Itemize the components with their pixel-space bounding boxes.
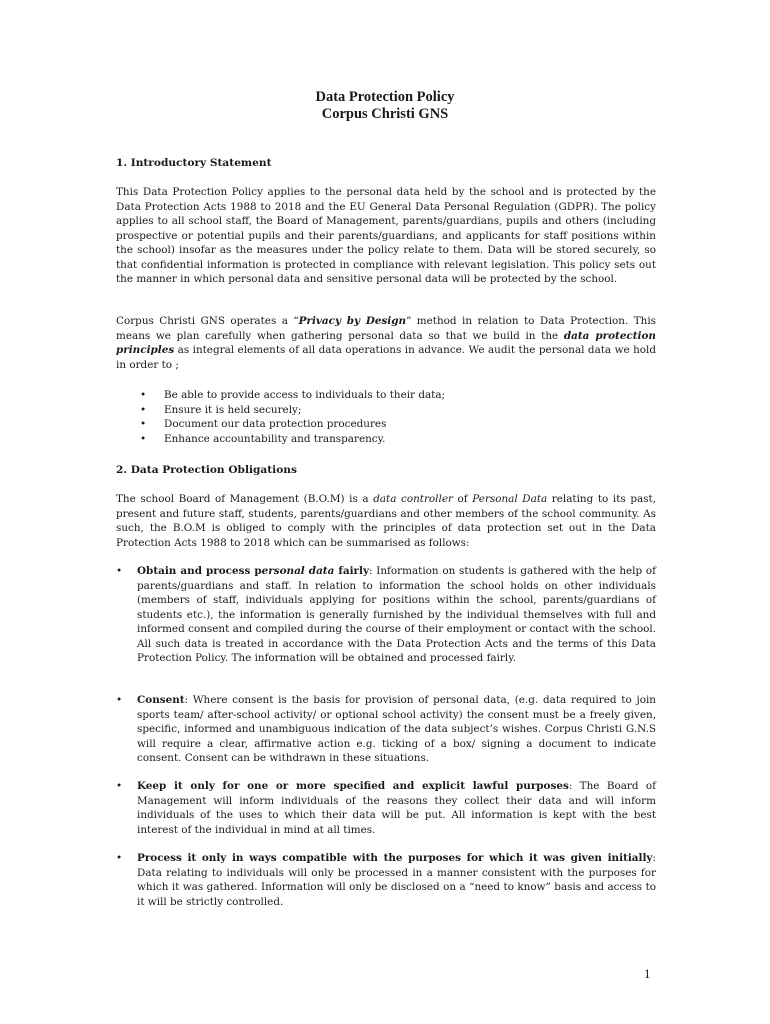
- list-item: • Process it only in ways compatible with the purposes for which it was given initially: Data relating to individuals will only be processed in a manner consistent with the purposes for which it was gathered. Information will only be disclosed on a “need to know” basis and access to it will be strictly controlled.: [116, 852, 656, 908]
- compatible-purposes-term: Process it only in ways compatible with the purposes for which it was given initially: [137, 852, 653, 864]
- para2-text-e: as integral elements of all data operations in advance. We audit the personal data we hold in order to ;: [116, 344, 656, 371]
- section-2-heading: 2. Data Protection Obligations: [116, 464, 297, 476]
- list-item: • Be able to provide access to individuals to their data;: [140, 389, 446, 401]
- page-number: 1: [644, 966, 651, 981]
- privacy-by-design-term: Privacy by Design: [298, 315, 407, 327]
- list-item: • Obtain and process personal data fairly: Information on students is gathered with the help of parents/guardians and staff. In relation to information the school holds on other individuals (members of staff, individuals applying for positions within the school, parents/guardians of students etc.), the information is generally furnished by the individual themselves with full and informed consent and compiled during the course of their employment or contact with the school. All such data is treated in accordance with the Data Protection Acts and the terms of this Data Protection Policy. The information will be obtained and processed fairly.: [116, 565, 657, 664]
- consent-term: Consent: [137, 694, 185, 706]
- bullet-icon: •: [140, 418, 147, 430]
- list-item: • Consent: Where consent is the basis for provision of personal data, (e.g. data required to join sports team/ after-school activity/ or optional school activity) the consent must be a freely given, specific, informed and unambiguous indication of the data subject’s wishes. Corpus Christi G.N.S will require a clear, affirmative action e.g. ticking of a box/ signing a document to indicate consent. Consent can be withdrawn in these situations.: [116, 694, 656, 764]
- data-controller-term: data controller: [373, 493, 453, 505]
- section-1-heading: 1. Introductory Statement: [116, 157, 272, 169]
- audit-bullet-list: [116, 388, 656, 446]
- list-item: • Ensure it is held securely;: [140, 403, 302, 416]
- section-1-paragraph-2: [116, 314, 656, 372]
- data-protection-principles-term: data protection principles: [116, 329, 656, 356]
- obligation-item-4: [116, 851, 656, 909]
- obligation-item-2: [116, 693, 656, 766]
- obligation-item-1: [116, 564, 656, 666]
- bullet-icon: •: [140, 403, 147, 416]
- obligation-item-3: [116, 779, 656, 837]
- bullet-icon: •: [116, 852, 123, 864]
- document-subtitle: Corpus Christi GNS: [321, 106, 449, 122]
- bullet-icon: •: [116, 565, 123, 577]
- bullet-icon: •: [116, 694, 123, 706]
- para2-text-c: ” method in relation to Data Protection. This means we plan carefully when gathering personal data so that we build in the: [116, 315, 656, 342]
- personal-data-term: Personal Data: [472, 493, 548, 505]
- bullet-icon: •: [140, 432, 147, 445]
- list-item: • Document our data protection procedures: [140, 418, 387, 430]
- section-1-paragraph-1: This Data Protection Policy applies to the personal data held by the school and is protected by the Data Protection Acts 1988 to 2018 and the EU General Data Personal Regulation (GDPR). The policy applies to all school staff, the Board of Management, parents/guardians, pupils and others (including prospective or potential pupils and their parents/guardians, and applicants for staff positions within the school) insofar as the measures under the policy relate to them. Data will be stored securely, so that confidential information is protected in compliance with relevant legislation. This policy sets out the manner in which personal data and sensitive personal data will be protected by the school.: [116, 186, 656, 285]
- bullet-icon: •: [116, 780, 123, 792]
- bullet-icon: •: [140, 389, 147, 401]
- lawful-purposes-term: Keep it only for one or more specified and explicit lawful purposes: [137, 780, 569, 792]
- section-2-intro: The school Board of Management (B.O.M) is a data controller of Personal Data relating to its past, present and future staff, students, parents/guardians and other members of the school community. As such, the B.O.M is obliged to comply with the principles of data protection set out in the Data Protection Acts 1988 to 2018 which can be summarised as follows:: [116, 493, 656, 549]
- para2-text-a: Corpus Christi GNS operates a “: [116, 315, 299, 327]
- list-item: • Enhance accountability and transparency.: [140, 432, 386, 445]
- document-title: Data Protection Policy: [315, 89, 455, 105]
- list-item: • Keep it only for one or more specified and explicit lawful purposes: The Board of Management will inform individuals of the reasons they collect their data and will inform individuals of the uses to which their data will be put. All information is kept with the best interest of the individual in mind at all times.: [116, 780, 656, 836]
